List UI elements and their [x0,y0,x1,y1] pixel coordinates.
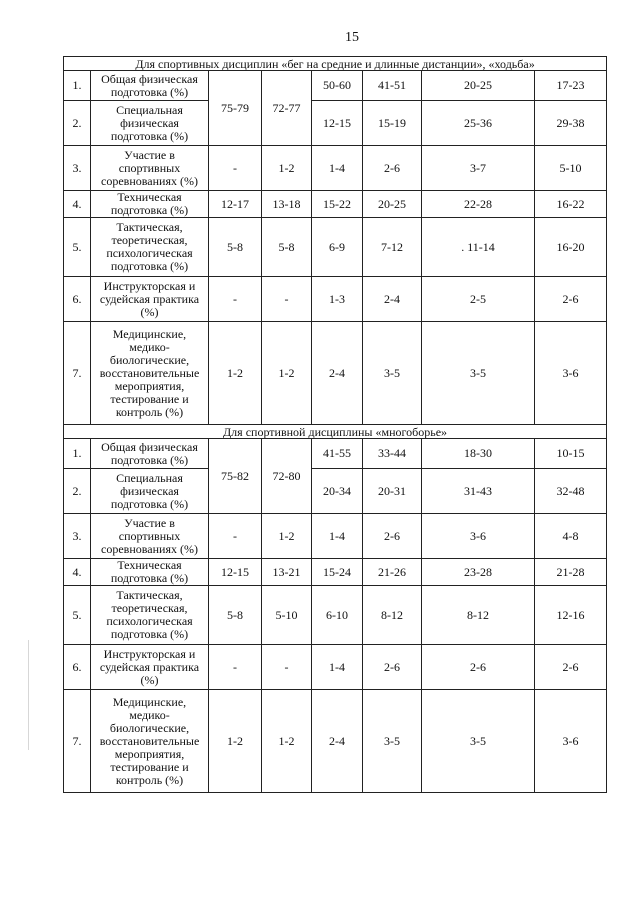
row-number-cell: 3. [64,146,91,191]
value-cell: 4-8 [535,514,607,559]
table-row [64,469,607,514]
value-cell: 6-10 [312,586,363,645]
value-cell: 1-2 [262,322,312,425]
value-cell: 15-22 [312,191,363,218]
value-cell: 15-24 [312,559,363,586]
value-cell: 20-25 [363,191,422,218]
value-cell: 1-2 [262,514,312,559]
section-title: Для спортивной дисциплины «многоборье» [64,425,607,439]
table-row [64,690,607,793]
value-cell: 31-43 [422,469,535,514]
value-cell: 23-28 [422,559,535,586]
value-cell: 1-2 [262,690,312,793]
table-row [64,514,607,559]
value-cell: 3-5 [363,690,422,793]
value-cell: 33-44 [363,439,422,469]
training-type-cell: Медицинские, медико-биологические, восстановительные мероприятия, тестирование и контроль (%) [91,690,209,793]
value-cell: 21-26 [363,559,422,586]
value-cell: 2-6 [363,645,422,690]
value-cell: 17-23 [535,71,607,101]
table-row [64,101,607,146]
table-row [64,71,607,101]
value-cell: 10-15 [535,439,607,469]
value-cell: 16-22 [535,191,607,218]
value-cell: 5-8 [262,218,312,277]
row-number-cell: 7. [64,690,91,793]
value-cell: 3-5 [422,322,535,425]
value-cell: 3-5 [363,322,422,425]
row-number-cell: 2. [64,469,91,514]
value-cell: 25-36 [422,101,535,146]
merged-value-cell: 75-82 [209,439,262,514]
merged-value-cell: 72-80 [262,439,312,514]
training-type-cell: Тактическая, теоретическая, психологическая подготовка (%) [91,586,209,645]
table-row [64,277,607,322]
value-cell: 12-15 [209,559,262,586]
value-cell: 41-55 [312,439,363,469]
value-cell: 20-25 [422,71,535,101]
value-cell: - [262,277,312,322]
training-type-cell: Участие в спортивных соревнованиях (%) [91,146,209,191]
value-cell: 12-17 [209,191,262,218]
value-cell: 2-5 [422,277,535,322]
training-type-cell: Общая физическая подготовка (%) [91,439,209,469]
row-number-cell: 5. [64,218,91,277]
value-cell: 2-4 [312,690,363,793]
value-cell: 21-28 [535,559,607,586]
value-cell: 5-8 [209,586,262,645]
training-type-cell: Техническая подготовка (%) [91,191,209,218]
value-cell: 3-7 [422,146,535,191]
value-cell: 15-19 [363,101,422,146]
value-cell: - [209,277,262,322]
page-number: 15 [345,30,359,45]
value-cell: . 11-14 [422,218,535,277]
value-cell: 2-6 [422,645,535,690]
value-cell: 2-4 [363,277,422,322]
value-cell: - [209,146,262,191]
section-header-row [64,57,607,71]
value-cell: 22-28 [422,191,535,218]
value-cell: 2-6 [535,277,607,322]
value-cell: 13-21 [262,559,312,586]
row-number-cell: 3. [64,514,91,559]
training-type-cell: Инструкторская и судейская практика (%) [91,277,209,322]
value-cell: 6-9 [312,218,363,277]
row-number-cell: 1. [64,71,91,101]
training-type-cell: Тактическая, теоретическая, психологическая подготовка (%) [91,218,209,277]
value-cell: 1-3 [312,277,363,322]
value-cell: 12-16 [535,586,607,645]
table-row [64,439,607,469]
table-body [64,57,607,793]
value-cell: 2-6 [363,514,422,559]
table-row [64,586,607,645]
row-number-cell: 4. [64,559,91,586]
value-cell: 3-6 [535,322,607,425]
value-cell: 13-18 [262,191,312,218]
training-type-cell: Участие в спортивных соревнованиях (%) [91,514,209,559]
table-row [64,218,607,277]
value-cell: 5-10 [535,146,607,191]
value-cell: 1-2 [262,146,312,191]
value-cell: 1-4 [312,514,363,559]
value-cell: 1-4 [312,645,363,690]
value-cell: 18-30 [422,439,535,469]
training-type-cell: Специальная физическая подготовка (%) [91,469,209,514]
value-cell: 5-10 [262,586,312,645]
table-row [64,322,607,425]
value-cell: 41-51 [363,71,422,101]
scan-artifact-line [28,640,29,750]
value-cell: - [209,514,262,559]
value-cell: 2-4 [312,322,363,425]
value-cell: - [262,645,312,690]
training-ratio-table [63,56,607,793]
value-cell: 2-6 [363,146,422,191]
training-type-cell: Медицинские, медико-биологические, восстановительные мероприятия, тестирование и контроль (%) [91,322,209,425]
value-cell: 32-48 [535,469,607,514]
value-cell: 5-8 [209,218,262,277]
section-title: Для спортивных дисциплин «бег на средние и длинные дистанции», «ходьба» [64,57,607,71]
training-type-cell: Техническая подготовка (%) [91,559,209,586]
row-number-cell: 7. [64,322,91,425]
training-ratio-table-wrapper [63,56,606,793]
value-cell: 1-4 [312,146,363,191]
table-row [64,559,607,586]
value-cell: 12-15 [312,101,363,146]
training-type-cell: Специальная физическая подготовка (%) [91,101,209,146]
value-cell: - [209,645,262,690]
value-cell: 7-12 [363,218,422,277]
training-type-cell: Общая физическая подготовка (%) [91,71,209,101]
value-cell: 8-12 [363,586,422,645]
value-cell: 16-20 [535,218,607,277]
value-cell: 1-2 [209,690,262,793]
section-header-row [64,425,607,439]
value-cell: 20-34 [312,469,363,514]
row-number-cell: 1. [64,439,91,469]
value-cell: 2-6 [535,645,607,690]
merged-value-cell: 75-79 [209,71,262,146]
row-number-cell: 6. [64,277,91,322]
training-type-cell: Инструкторская и судейская практика (%) [91,645,209,690]
merged-value-cell: 72-77 [262,71,312,146]
row-number-cell: 5. [64,586,91,645]
value-cell: 3-6 [422,514,535,559]
table-row [64,645,607,690]
value-cell: 29-38 [535,101,607,146]
row-number-cell: 6. [64,645,91,690]
row-number-cell: 4. [64,191,91,218]
value-cell: 3-6 [535,690,607,793]
value-cell: 20-31 [363,469,422,514]
row-number-cell: 2. [64,101,91,146]
value-cell: 8-12 [422,586,535,645]
table-row [64,146,607,191]
value-cell: 3-5 [422,690,535,793]
table-row [64,191,607,218]
value-cell: 1-2 [209,322,262,425]
value-cell: 50-60 [312,71,363,101]
